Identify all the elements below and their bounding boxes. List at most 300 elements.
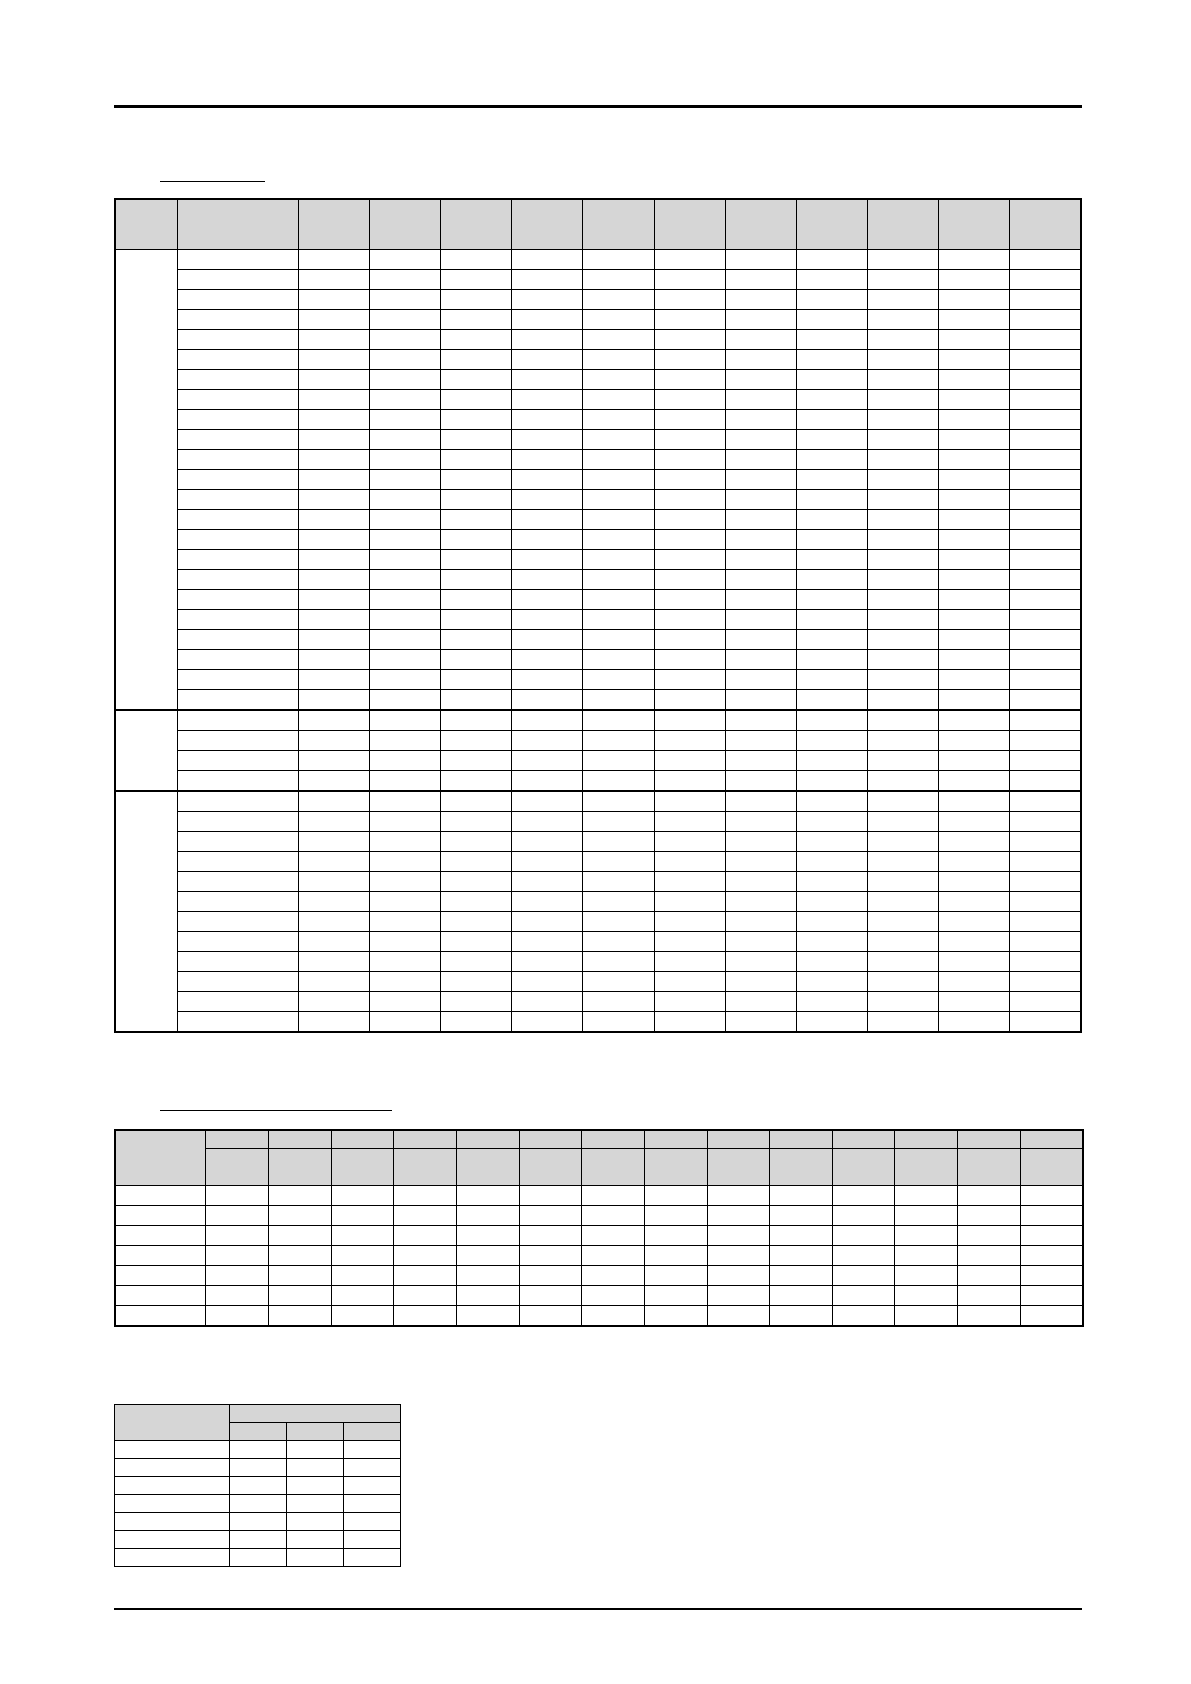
table1-cell <box>868 469 939 489</box>
table1-cell <box>177 269 298 289</box>
table2-header-cell <box>269 1149 332 1186</box>
table1-cell <box>512 509 583 529</box>
table1-cell <box>654 489 725 509</box>
table3-row <box>115 1531 401 1549</box>
table1-cell <box>939 991 1010 1011</box>
table1-cell <box>939 429 1010 449</box>
table1-cell <box>370 309 441 329</box>
table1-row <box>115 951 1081 971</box>
table2-cell <box>269 1306 332 1327</box>
table1-cell <box>441 569 512 589</box>
table2-cell <box>1020 1226 1083 1246</box>
table1-cell <box>512 710 583 731</box>
table1-row <box>115 710 1081 731</box>
table1-cell <box>370 851 441 871</box>
table2-cell <box>770 1226 833 1246</box>
table1-cell <box>868 489 939 509</box>
table1-cell <box>441 851 512 871</box>
table1-cell <box>177 449 298 469</box>
table1-cell <box>868 971 939 991</box>
table1-row <box>115 429 1081 449</box>
table1-row <box>115 329 1081 349</box>
table1-cell <box>441 689 512 710</box>
table1-cell <box>177 629 298 649</box>
table1-cell <box>583 369 654 389</box>
table1-cell <box>1010 931 1081 951</box>
table1-cell <box>725 269 796 289</box>
table1-cell <box>370 429 441 449</box>
table1-cell <box>512 569 583 589</box>
table3-cell <box>287 1531 344 1549</box>
table2-cell <box>1020 1266 1083 1286</box>
table1-cell <box>725 750 796 770</box>
table1-cell <box>796 609 867 629</box>
table1-row <box>115 369 1081 389</box>
table1-cell <box>939 549 1010 569</box>
table3-cell <box>287 1441 344 1459</box>
table1-cell <box>583 750 654 770</box>
table2-header-cell <box>707 1149 770 1186</box>
table1-cell <box>939 329 1010 349</box>
table1-cell <box>1010 1011 1081 1032</box>
table1-cell <box>177 369 298 389</box>
table1-cell <box>583 289 654 309</box>
table1-cell <box>441 649 512 669</box>
table1-cell <box>939 249 1010 269</box>
table3-row-label-cell <box>115 1477 230 1495</box>
table1-cell <box>583 791 654 812</box>
table1-cell <box>441 449 512 469</box>
table1-cell <box>441 269 512 289</box>
table1-cell <box>868 891 939 911</box>
table2-cell <box>895 1246 958 1266</box>
table1-cell <box>370 831 441 851</box>
table2-cell <box>770 1266 833 1286</box>
table1-cell <box>725 289 796 309</box>
table1-cell <box>370 891 441 911</box>
table2-cell <box>832 1206 895 1226</box>
table1-cell <box>1010 750 1081 770</box>
table1-cell <box>725 931 796 951</box>
table3-row-label-cell <box>115 1441 230 1459</box>
table1-cell <box>725 1011 796 1032</box>
table1-cell <box>298 589 369 609</box>
table1-row <box>115 931 1081 951</box>
table1-cell <box>939 569 1010 589</box>
table1-cell <box>939 971 1010 991</box>
table2-cell <box>519 1186 582 1206</box>
table2-cell <box>457 1286 520 1306</box>
table1-cell <box>512 369 583 389</box>
table2-header-cell <box>206 1149 269 1186</box>
table1-cell <box>654 1011 725 1032</box>
table2-cell <box>519 1246 582 1266</box>
table1-cell <box>1010 911 1081 931</box>
table2-cell <box>331 1286 394 1306</box>
table1-header-cell <box>583 199 654 249</box>
table1-cell <box>796 1011 867 1032</box>
table2-cell <box>832 1186 895 1206</box>
table1-cell <box>298 269 369 289</box>
table2-cell <box>269 1286 332 1306</box>
table1-cell <box>370 329 441 349</box>
table1-cell <box>298 389 369 409</box>
table1-cell <box>512 689 583 710</box>
table1-cell <box>177 389 298 409</box>
table1-cell <box>583 730 654 750</box>
table1-cell <box>939 951 1010 971</box>
table1-cell <box>796 991 867 1011</box>
table1-cell <box>512 649 583 669</box>
table1-cell <box>939 449 1010 469</box>
table1-cell <box>583 891 654 911</box>
table2-cell <box>958 1306 1021 1327</box>
table1-row <box>115 669 1081 689</box>
table3-row <box>115 1441 401 1459</box>
summary-table-body <box>115 1130 1083 1326</box>
table1-header-cell <box>370 199 441 249</box>
table1-cell <box>583 851 654 871</box>
table1-cell <box>725 349 796 369</box>
table3-row <box>115 1477 401 1495</box>
table1-cell <box>1010 951 1081 971</box>
table1-cell <box>370 489 441 509</box>
table1-cell <box>725 791 796 812</box>
table3-row-label-cell <box>115 1459 230 1477</box>
table1-row <box>115 689 1081 710</box>
table1-cell <box>583 951 654 971</box>
table2-cell <box>457 1226 520 1246</box>
table1-cell <box>939 891 1010 911</box>
table1-cell <box>939 770 1010 791</box>
table1-cell <box>796 449 867 469</box>
table1-cell <box>939 349 1010 369</box>
table1-cell <box>796 489 867 509</box>
table1-cell <box>298 309 369 329</box>
table1-cell <box>796 589 867 609</box>
table1-cell <box>583 409 654 429</box>
table1-cell <box>725 730 796 750</box>
table3-row <box>115 1513 401 1531</box>
table3-cell <box>344 1477 401 1495</box>
table1-cell <box>1010 811 1081 831</box>
table2-cell <box>582 1226 645 1246</box>
table3-row-label-cell <box>115 1513 230 1531</box>
table1-cell <box>725 991 796 1011</box>
table2-cell <box>707 1246 770 1266</box>
small-table <box>114 1404 401 1567</box>
table1-cell <box>725 891 796 911</box>
table1-cell <box>370 669 441 689</box>
table1-cell <box>177 911 298 931</box>
table1-cell <box>1010 569 1081 589</box>
table1-cell <box>868 1011 939 1032</box>
table1-row <box>115 249 1081 269</box>
table2-cell <box>1020 1206 1083 1226</box>
table2-row <box>115 1226 1083 1246</box>
table1-cell <box>512 349 583 369</box>
table2-header-cell <box>644 1130 707 1149</box>
table1-cell <box>868 249 939 269</box>
table1-cell <box>441 669 512 689</box>
table2-cell <box>582 1246 645 1266</box>
table1-cell <box>725 449 796 469</box>
table1-cell <box>868 509 939 529</box>
table1-cell <box>654 831 725 851</box>
table1-cell <box>654 669 725 689</box>
table1-header-cell <box>298 199 369 249</box>
table1-cell <box>512 469 583 489</box>
table2-header-cell <box>331 1130 394 1149</box>
table2-cell <box>707 1226 770 1246</box>
table1-cell <box>654 249 725 269</box>
table1-cell <box>725 569 796 589</box>
table1-cell <box>725 689 796 710</box>
table3-row <box>115 1459 401 1477</box>
table1-cell <box>512 669 583 689</box>
table1-cell <box>177 710 298 731</box>
table1-cell <box>1010 349 1081 369</box>
table1-cell <box>512 871 583 891</box>
table3-cell <box>344 1513 401 1531</box>
table2-cell <box>644 1306 707 1327</box>
table1-row <box>115 1011 1081 1032</box>
table1-cell <box>370 911 441 931</box>
table1-cell <box>939 609 1010 629</box>
table1-cell <box>725 249 796 269</box>
table1-cell <box>654 951 725 971</box>
table1-cell <box>177 931 298 951</box>
table1-cell <box>583 669 654 689</box>
table1-cell <box>725 669 796 689</box>
table2-cell <box>707 1306 770 1327</box>
table2-cell <box>958 1186 1021 1206</box>
table2-cell <box>895 1306 958 1327</box>
table1-cell <box>512 389 583 409</box>
table2-cell <box>394 1186 457 1206</box>
table3-cell <box>344 1549 401 1567</box>
table1-cell <box>441 349 512 369</box>
table3-row-label-cell <box>115 1495 230 1513</box>
table1-cell <box>583 469 654 489</box>
table1-cell <box>441 549 512 569</box>
table1-cell <box>370 369 441 389</box>
table2-cell <box>770 1286 833 1306</box>
table1-cell <box>298 669 369 689</box>
table1-cell <box>1010 529 1081 549</box>
table2-cell <box>519 1226 582 1246</box>
table2-header-cell <box>582 1130 645 1149</box>
table1-cell <box>725 429 796 449</box>
table1-cell <box>370 529 441 549</box>
table1-row <box>115 449 1081 469</box>
table1-cell <box>654 569 725 589</box>
table1-cell <box>1010 489 1081 509</box>
table1-cell <box>583 689 654 710</box>
table1-cell <box>939 831 1010 851</box>
table2-cell <box>958 1266 1021 1286</box>
table1-cell <box>298 911 369 931</box>
table1-cell <box>583 811 654 831</box>
table1-cell <box>583 609 654 629</box>
table1-row <box>115 549 1081 569</box>
table2-cell <box>457 1186 520 1206</box>
table1-cell <box>868 791 939 812</box>
table1-cell <box>441 429 512 449</box>
table2-row-label-cell <box>115 1186 206 1206</box>
table2-cell <box>832 1266 895 1286</box>
table2-cell <box>582 1286 645 1306</box>
table3-row <box>115 1549 401 1567</box>
table1-cell <box>796 329 867 349</box>
table1-cell <box>512 249 583 269</box>
table1-cell <box>441 770 512 791</box>
table1-cell <box>725 329 796 349</box>
table1-header-cell <box>939 199 1010 249</box>
table1-cell <box>177 770 298 791</box>
table1-cell <box>796 911 867 931</box>
table1-cell <box>1010 649 1081 669</box>
table1-cell <box>654 609 725 629</box>
table1-cell <box>298 689 369 710</box>
table1-cell <box>796 289 867 309</box>
table1-cell <box>1010 309 1081 329</box>
table1-cell <box>939 629 1010 649</box>
table1-cell <box>1010 710 1081 731</box>
table2-row-label-cell <box>115 1286 206 1306</box>
table3-cell <box>230 1441 287 1459</box>
table1-cell <box>441 249 512 269</box>
table1-row <box>115 871 1081 891</box>
table1-cell <box>1010 389 1081 409</box>
table1-cell <box>868 269 939 289</box>
table1-cell <box>370 931 441 951</box>
table1-cell <box>512 831 583 851</box>
main-data-table <box>114 198 1082 1033</box>
table1-cell <box>177 569 298 589</box>
table1-cell <box>370 449 441 469</box>
table1-header-cell <box>725 199 796 249</box>
table1-cell <box>1010 971 1081 991</box>
table1-cell <box>654 931 725 951</box>
table1-cell <box>654 409 725 429</box>
table1-cell <box>583 269 654 289</box>
table1-row <box>115 569 1081 589</box>
table1-cell <box>177 509 298 529</box>
table1-cell <box>583 329 654 349</box>
table2-header-cell <box>707 1130 770 1149</box>
main-data-table-body <box>115 199 1081 1032</box>
table1-cell <box>512 851 583 871</box>
table2-row <box>115 1266 1083 1286</box>
table3-cell <box>344 1459 401 1477</box>
table2-header-cell <box>582 1149 645 1186</box>
table1-cell <box>939 811 1010 831</box>
table2-cell <box>269 1186 332 1206</box>
table2-header-cell <box>1020 1149 1083 1186</box>
table2-cell <box>958 1246 1021 1266</box>
table1-header-cell <box>115 199 177 249</box>
table1-cell <box>725 831 796 851</box>
table2-header-row-2 <box>115 1149 1083 1186</box>
table1-cell <box>177 791 298 812</box>
table1-cell <box>1010 770 1081 791</box>
table1-cell <box>796 730 867 750</box>
table1-cell <box>370 730 441 750</box>
table1-cell <box>868 991 939 1011</box>
table1-cell <box>298 991 369 1011</box>
table2-cell <box>394 1246 457 1266</box>
table1-cell <box>441 971 512 991</box>
table1-cell <box>654 689 725 710</box>
table1-cell <box>441 730 512 750</box>
table3-cell <box>230 1549 287 1567</box>
table1-cell <box>441 289 512 309</box>
table1-cell <box>1010 851 1081 871</box>
table2-header-cell <box>895 1149 958 1186</box>
table1-cell <box>370 971 441 991</box>
table1-cell <box>796 429 867 449</box>
table1-cell <box>939 851 1010 871</box>
table1-row <box>115 389 1081 409</box>
table1-cell <box>298 811 369 831</box>
table1-cell <box>370 871 441 891</box>
table1-cell <box>177 409 298 429</box>
table1-cell <box>796 851 867 871</box>
table1-cell <box>654 389 725 409</box>
table1-header-row <box>115 199 1081 249</box>
table1-cell <box>654 349 725 369</box>
table1-cell <box>512 891 583 911</box>
table1-cell <box>1010 831 1081 851</box>
table1-cell <box>725 649 796 669</box>
table2-header-cell <box>519 1149 582 1186</box>
table1-caption-underline <box>160 181 265 182</box>
table3-row-label-cell <box>115 1549 230 1567</box>
table1-cell <box>725 811 796 831</box>
table1-cell <box>298 569 369 589</box>
table2-cell <box>770 1186 833 1206</box>
table2-header-cell <box>519 1130 582 1149</box>
table2-cell <box>206 1266 269 1286</box>
table1-cell <box>1010 669 1081 689</box>
table1-cell <box>298 971 369 991</box>
table2-cell <box>331 1226 394 1246</box>
table2-cell <box>206 1186 269 1206</box>
table1-row <box>115 589 1081 609</box>
table1-cell <box>512 549 583 569</box>
table3-cell <box>287 1495 344 1513</box>
table2-cell <box>707 1206 770 1226</box>
table1-cell <box>512 589 583 609</box>
table1-cell <box>1010 871 1081 891</box>
table1-cell <box>512 730 583 750</box>
table1-cell <box>177 689 298 710</box>
table1-cell <box>370 1011 441 1032</box>
table1-cell <box>725 509 796 529</box>
table1-cell <box>654 509 725 529</box>
table2-cell <box>832 1246 895 1266</box>
table1-cell <box>939 1011 1010 1032</box>
table3-header-row-1 <box>115 1405 401 1423</box>
table2-header-cell <box>958 1130 1021 1149</box>
table2-cell <box>707 1266 770 1286</box>
top-rule <box>114 105 1082 108</box>
table1-cell <box>796 409 867 429</box>
table1-cell <box>298 730 369 750</box>
table1-cell <box>868 831 939 851</box>
table1-cell <box>583 569 654 589</box>
